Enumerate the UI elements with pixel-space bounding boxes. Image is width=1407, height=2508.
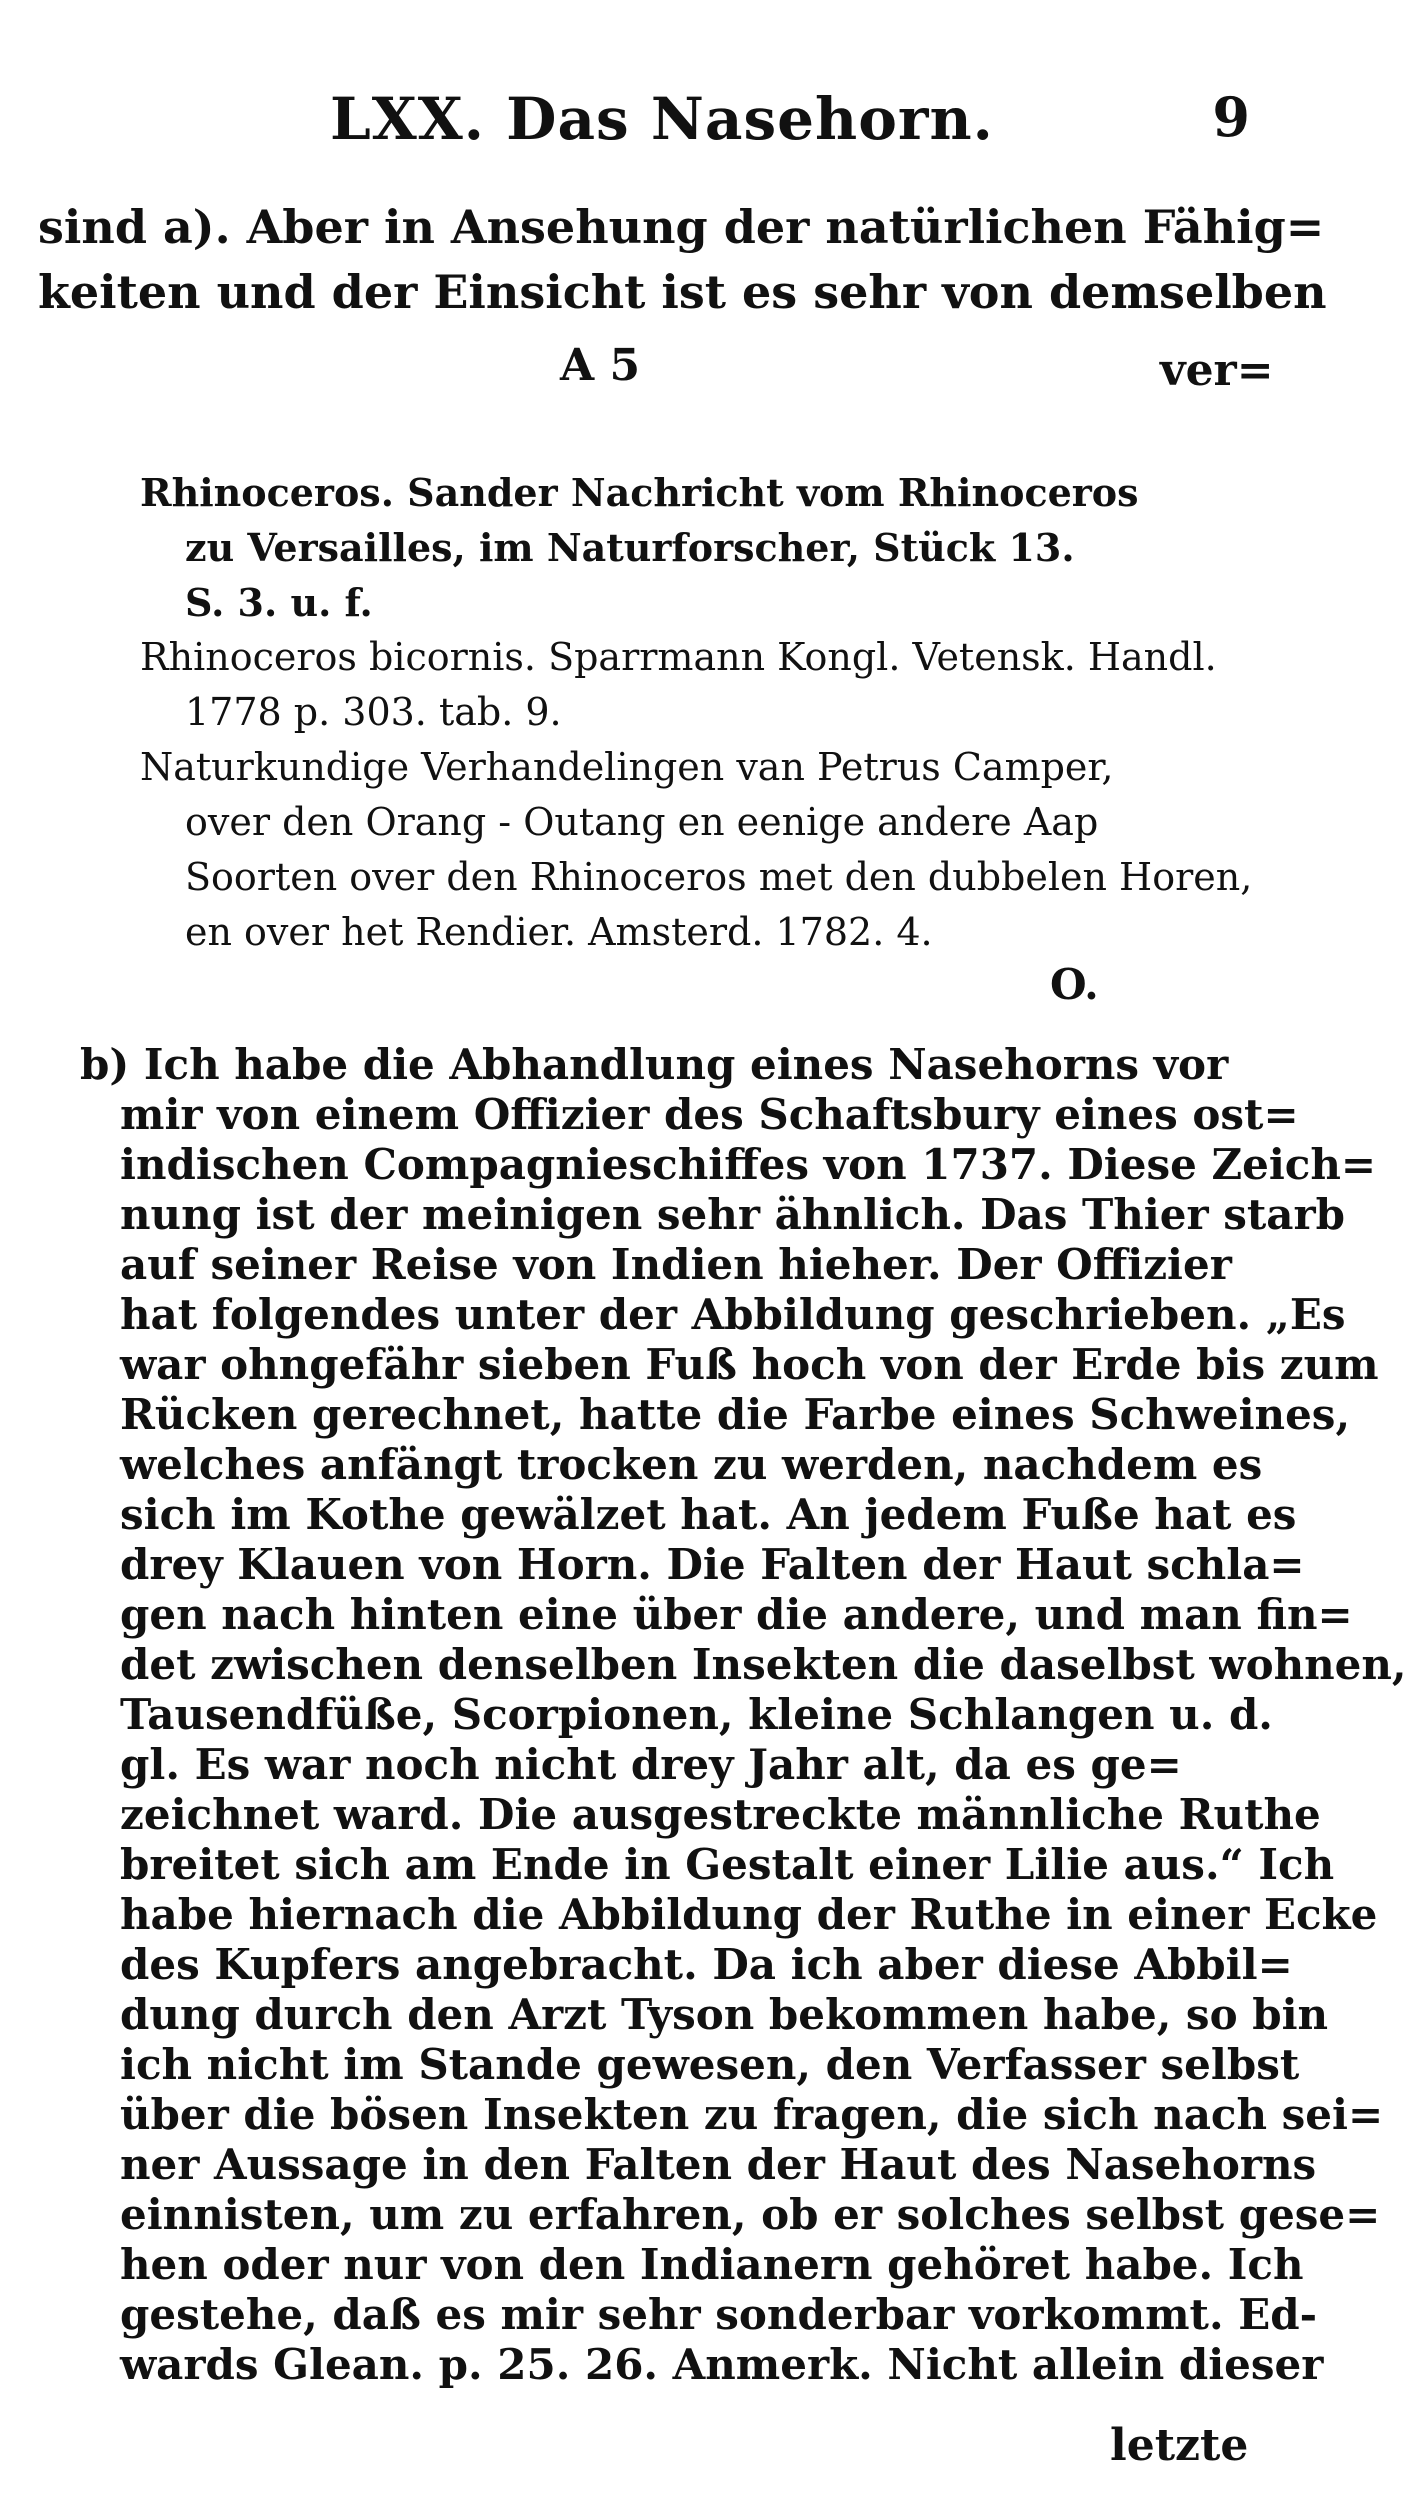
footnote-line: gen nach hinten eine über die andere, und man fin= <box>120 1590 1353 1639</box>
footnote-line: Tausendfüße, Scorpionen, kleine Schlangen u. d. <box>120 1690 1273 1739</box>
reference-line: en over het Rendier. Amsterd. 1782. 4. <box>185 910 933 954</box>
footnote-line: zeichnet ward. Die ausgestreckte männliche Ruthe <box>120 1790 1321 1839</box>
footnote-line: ner Aussage in den Falten der Haut des Nasehorns <box>120 2140 1317 2189</box>
footnote-line: einnisten, um zu erfahren, ob er solches selbst gese= <box>120 2190 1381 2239</box>
main-text-line: keiten und der Einsicht ist es sehr von demselben <box>38 265 1327 319</box>
footnote-line: hat folgendes unter der Abbildung geschrieben. „Es <box>120 1290 1346 1339</box>
running-title: LXX. Das Nasehorn. <box>330 85 994 153</box>
footnote-line: war ohngefähr sieben Fuß hoch von der Erde bis zum <box>120 1340 1379 1389</box>
footnote-line: gl. Es war noch nicht drey Jahr alt, da es ge= <box>120 1740 1182 1789</box>
footnote-line: welches anfängt trocken zu werden, nachdem es <box>120 1440 1263 1489</box>
footnote-line: b) Ich habe die Abhandlung eines Nasehorns vor <box>80 1040 1229 1089</box>
footnote-catchword: letzte <box>1110 2420 1249 2471</box>
footnote-line: drey Klauen von Horn. Die Falten der Haut schla= <box>120 1540 1305 1589</box>
footnote-line: mir von einem Offizier des Schaftsbury eines ost= <box>120 1090 1299 1139</box>
reference-line: Naturkundige Verhandelingen van Petrus Camper, <box>140 745 1114 789</box>
footnote-line: det zwischen denselben Insekten die daselbst wohnen, <box>120 1640 1407 1689</box>
footnote-line: des Kupfers angebracht. Da ich aber diese Abbil= <box>120 1940 1293 1989</box>
footnote-line: dung durch den Arzt Tyson bekommen habe, so bin <box>120 1990 1329 2039</box>
footnote-line: sich im Kothe gewälzet hat. An jedem Fuße hat es <box>120 1490 1297 1539</box>
footnote-line: Rücken gerechnet, hatte die Farbe eines Schweines, <box>120 1390 1351 1439</box>
footnote-line: nung ist der meinigen sehr ähnlich. Das Thier starb <box>120 1190 1345 1239</box>
footnote-line: über die bösen Insekten zu fragen, die sich nach sei= <box>120 2090 1384 2139</box>
reference-line: Rhinoceros bicornis. Sparrmann Kongl. Vetensk. Handl. <box>140 635 1217 679</box>
footnote-line: indischen Compagnieschiffes von 1737. Diese Zeich= <box>120 1140 1377 1189</box>
page-header <box>0 85 1312 165</box>
footnote-line: wards Glean. p. 25. 26. Anmerk. Nicht allein dieser <box>120 2340 1324 2389</box>
catchword: ver= <box>1160 345 1274 396</box>
footnote-line: auf seiner Reise von Indien hieher. Der Offizier <box>120 1240 1232 1289</box>
footnote-line: habe hiernach die Abbildung der Ruthe in einer Ecke <box>120 1890 1378 1939</box>
reference-line: 1778 p. 303. tab. 9. <box>185 690 562 734</box>
reference-line: Rhinoceros. Sander Nachricht vom Rhinoceros <box>140 470 1139 515</box>
reference-line: Soorten over den Rhinoceros met den dubbelen Horen, <box>185 855 1253 899</box>
footnote-line: gestehe, daß es mir sehr sonderbar vorkommt. Ed- <box>120 2290 1317 2339</box>
signature-mark: A 5 <box>560 340 641 391</box>
reference-signature: O. <box>1050 960 1099 1009</box>
footnote-line: hen oder nur von den Indianern gehöret habe. Ich <box>120 2240 1304 2289</box>
footnote-line: ich nicht im Stande gewesen, den Verfasser selbst <box>120 2040 1300 2089</box>
footnote-line: breitet sich am Ende in Gestalt einer Lilie aus.“ Ich <box>120 1840 1335 1889</box>
reference-line: over den Orang - Outang en eenige andere Aap <box>185 800 1099 844</box>
reference-line: zu Versailles, im Naturforscher, Stück 13. <box>185 525 1075 570</box>
main-text-line: sind a). Aber in Ansehung der natürlichen Fähig= <box>38 200 1325 254</box>
page-number: 9 <box>1212 85 1250 149</box>
reference-line: S. 3. u. f. <box>185 580 373 625</box>
